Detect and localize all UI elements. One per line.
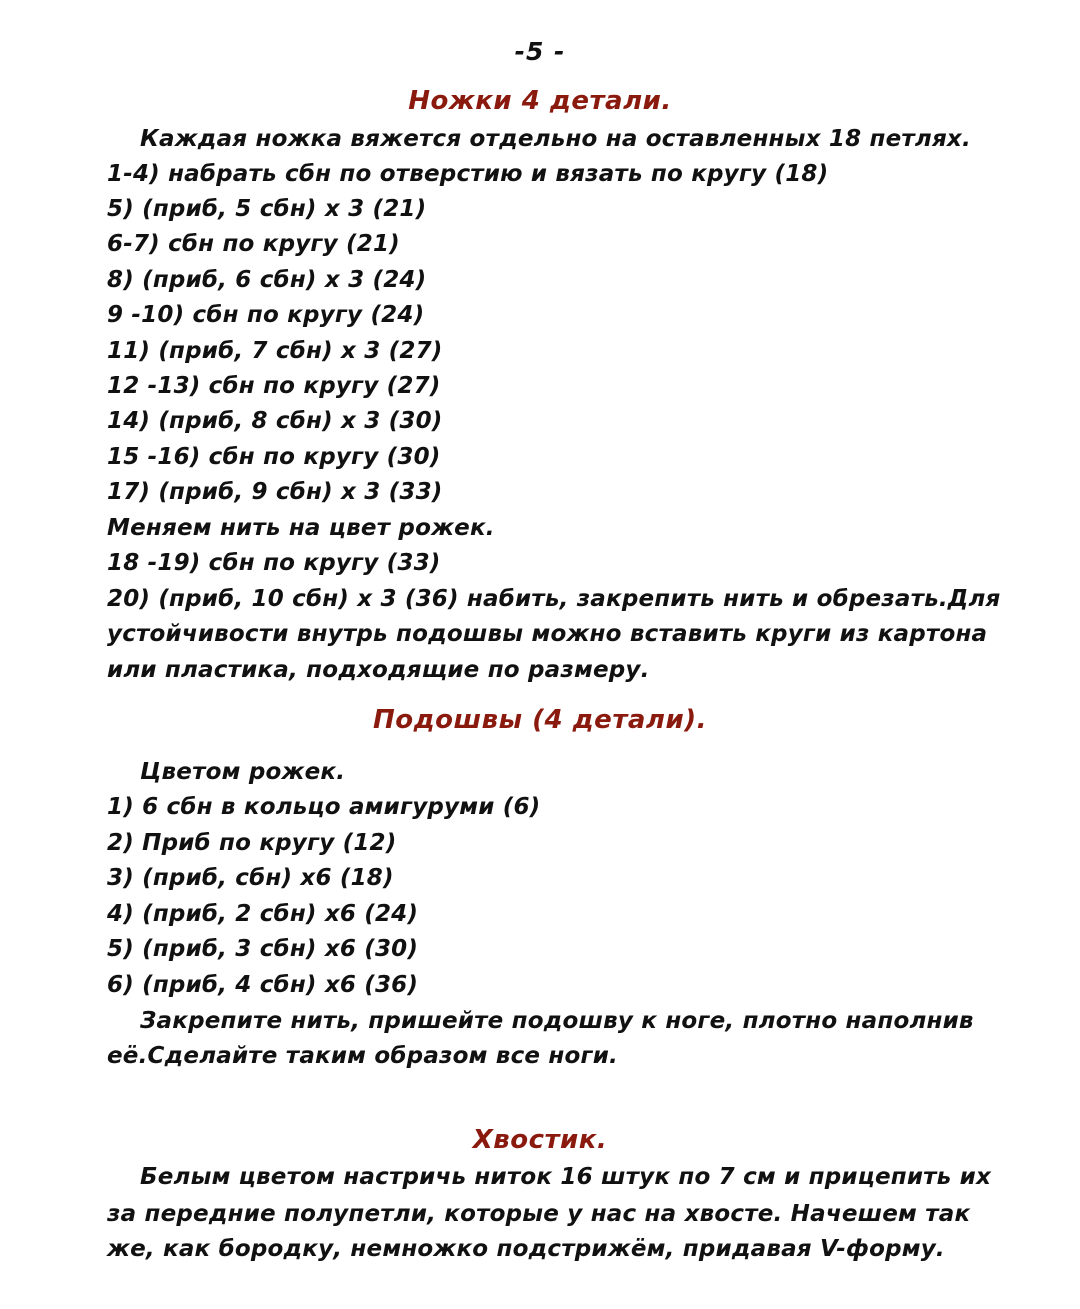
text-line: за передние полупетли, которые у нас на хвосте. Начешем так <box>107 1201 971 1227</box>
text-line: 4) (приб, 2 сбн) х6 (24) <box>107 901 419 927</box>
section-title-tail: Хвостик. <box>472 1125 608 1155</box>
text-line: 12 -13) сбн по кругу (27) <box>107 373 441 399</box>
text-line: устойчивости внутрь подошвы можно вставить круги из картона <box>107 621 988 647</box>
text-line: 5) (приб, 3 сбн) х6 (30) <box>107 936 419 962</box>
text-line: 2) Приб по кругу (12) <box>107 830 397 856</box>
text-line: же, как бородку, немножко подстрижём, придавая V-форму. <box>107 1236 945 1262</box>
text-line: 8) (приб, 6 сбн) х 3 (24) <box>107 267 427 293</box>
text-line: 18 -19) сбн по кругу (33) <box>107 550 441 576</box>
page-number: -5 - <box>514 37 566 66</box>
text-line: Закрепите нить, пришейте подошву к ноге, плотно наполнив <box>140 1008 974 1034</box>
text-line: 5) (приб, 5 сбн) х 3 (21) <box>107 196 427 222</box>
text-line: её.Сделайте таким образом все ноги. <box>107 1043 618 1069</box>
text-line: 9 -10) сбн по кругу (24) <box>107 302 425 328</box>
text-line: 1) 6 сбн в кольцо амигуруми (6) <box>107 794 541 820</box>
text-line: 3) (приб, сбн) х6 (18) <box>107 865 394 891</box>
text-line: Цветом рожек. <box>140 759 346 785</box>
text-line: 20) (приб, 10 сбн) х 3 (36) набить, закрепить нить и обрезать.Для <box>107 586 1001 612</box>
text-line: 6-7) сбн по кругу (21) <box>107 231 400 257</box>
text-line: или пластика, подходящие по размеру. <box>107 657 650 683</box>
text-line: 15 -16) сбн по кругу (30) <box>107 444 441 470</box>
text-line: Белым цветом настричь ниток 16 штук по 7 см и прицепить их <box>140 1164 991 1190</box>
text-line: 6) (приб, 4 сбн) х6 (36) <box>107 972 419 998</box>
section-title-legs: Ножки 4 детали. <box>408 86 672 116</box>
text-line: Меняем нить на цвет рожек. <box>107 515 495 541</box>
text-line: 17) (приб, 9 сбн) х 3 (33) <box>107 479 443 505</box>
section-title-soles: Подошвы (4 детали). <box>373 705 707 735</box>
text-line: Каждая ножка вяжется отдельно на оставленных 18 петлях. <box>140 126 971 152</box>
text-line: 1-4) набрать сбн по отверстию и вязать по кругу (18) <box>107 161 829 187</box>
text-line: 14) (приб, 8 сбн) х 3 (30) <box>107 408 443 434</box>
text-line: 11) (приб, 7 сбн) х 3 (27) <box>107 338 443 364</box>
